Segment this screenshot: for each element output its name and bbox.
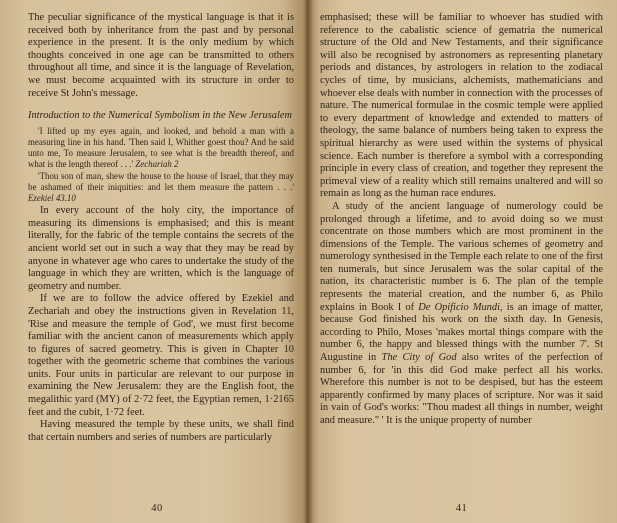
intro-paragraph: The peculiar significance of the mystical language is that it is received both by inheritance from the past and by personal experience in the present. It is the only medium by which thoughts conceived in one age can be transmitted to others throughout all time, and since it is the language of Revelation, we must become acquainted with its structure in order to receive St John's message. [28,12,294,99]
ezekiel-quote [28,171,294,204]
left-page-number: 40 [151,503,163,514]
study-text-a: A study of the ancient language of numerology could be prolonged through a lifetime, and to avoid doing so we must concentrate on those numbers which are most prominent in the dimensions of the Temple. The various schemes of geometry and numerology synthesised in the Temple each relate to one of the first ten numerals, but since Jerusalem was the solar capital of the nation, its characteristic number is 6. The plan of the temple represents the material creation, and the number 6, as Philo explains in Book I of [320,200,603,313]
right-page [306,0,617,523]
account-paragraph: In every account of the holy city, the importance of measuring its dimensions is emphasised; and this is meant literally, for the fabric of the temple contains the secrets of the ancient world set out in such a way that they may be read by anyone in whatever age who cares to undertake the study of the language in which they are written, which is the language of geometry and number. [28,205,294,292]
ezekiel-quote-ref: Ezekiel 43.10 [28,193,76,204]
section-heading: Introduction to the Numerical Symbolism in the New Jerusalem [28,110,292,122]
de-opificio-title: De Opificio Mundi [418,301,500,313]
left-page [0,0,306,523]
having-paragraph: Having measured the temple by these units, we shall find that certain numbers and series of numbers are particularly [28,419,294,443]
study-paragraph [320,201,603,428]
zechariah-quote-text: 'I lifted up my eyes again, and looked, and behold a man with a measuring line in his hand. 'Then said I, Whither goest thou? And he said unto me, To measure Jerusalem, to see what is the breadth thereof, and what is the length thereof . . .' [28,126,294,170]
book-gutter [303,0,313,523]
zechariah-quote [28,126,294,170]
zechariah-quote-ref: Zechariah 2 [135,159,179,170]
study-text-b: , is an image of matter, because God finished his work on the sixth day. In Genesis, according to Philo, Moses 'makes mortal things compare with the number 6, the happy and blessed things with the number 7'. St Augustine in [320,301,603,364]
follow-paragraph: If we are to follow the advice offered by Ezekiel and Zechariah and obey the instructions given in Revelation 11, 'Rise and measure the temple of God', we must first become familiar with the ancient canon of measurements which apply to figures of sacred geometry. This is given in Chapter 10 together with the geometric scheme that combines the various units. Four units in particular are relevant to our purpose in examining the New Jerusalem: they are the English foot, the megalithic yard (MY) of 2·72 feet, the Egyptian remen, 1·2165 feet and the cubit, 1·72 feet. [28,293,294,418]
city-of-god-title: The City of God [381,352,457,364]
right-page-number: 41 [455,503,468,514]
study-text-c: also writes of the perfection of number 6, for 'in this did God make perfect all his works. Wherefore this number is not to be despised, but has the esteem apparently confirmed by many places of scripture. Nor was it said in vain of God's works: "Thou madest all things in number, weight and measure." ' It is the unique property of number [320,352,603,426]
continued-paragraph: emphasised; these will be familiar to whoever has studied with reference to the cabalistic science of gematria the numerical structure of the Old and New Testaments, and their significance will also be recognised by astronomers as representing planetary periods and distances, by astrologers in relation to the zodiacal cycles of time, by musicians, alchemists, mathematicians and whoever else deals with number in connection with the processes of nature. The numerical formulae in the cosmic temple were applied to every department of knowledge and extended to matters of theology, the same balance of numbers being taken to express the spiritual hierarchy as were used within the systems of physical science. Each number is therefore a symbol with a corresponding principle in every class of creation, and together they represent the primeval view of a reality which still remains unaltered and will so remain as long as the human race endures. [320,12,603,200]
ezekiel-quote-text: 'Thou son of man, shew the house to the house of Israel, that they may be ashamed of their iniquities: and let them measure the pattern . . .' [28,171,294,193]
